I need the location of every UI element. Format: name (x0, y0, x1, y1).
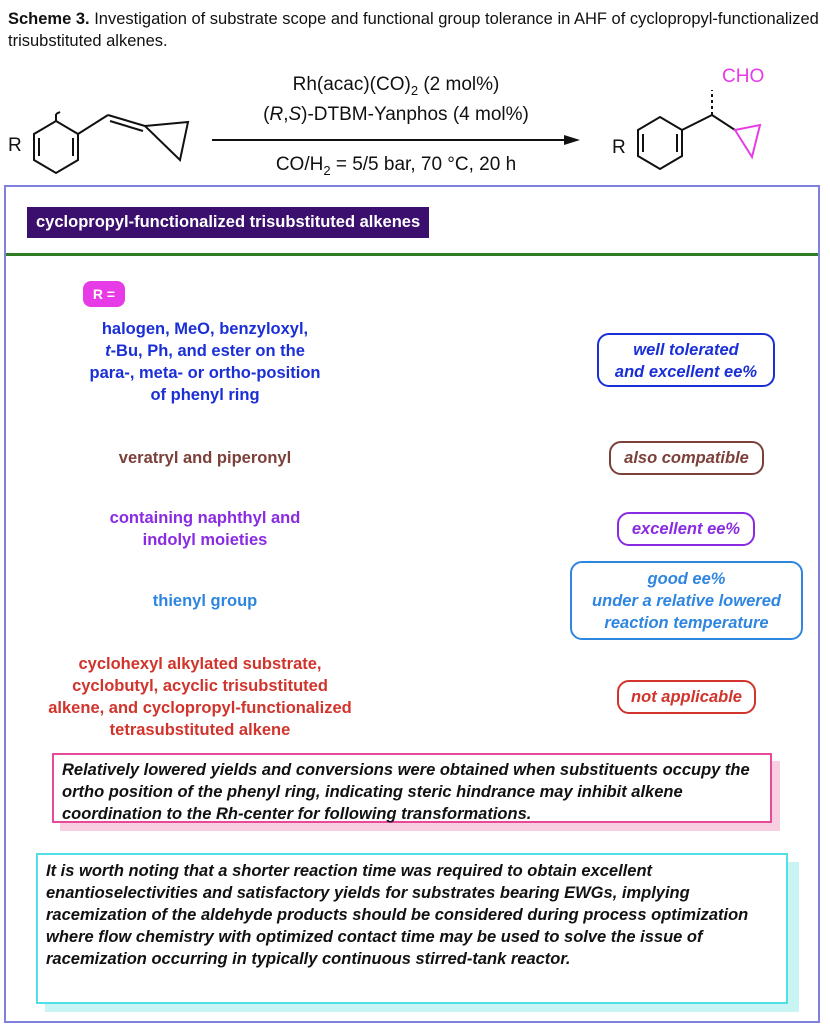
scope-line: para-, meta- or ortho-position (89, 364, 321, 382)
outcome-row-1 (597, 333, 775, 387)
reactant-double-bond (108, 115, 145, 126)
reactant-cyclopropane (145, 122, 188, 160)
outcome-row-2 (609, 441, 764, 475)
reaction-scheme (0, 60, 830, 185)
product-benzyl-bond (682, 115, 712, 130)
scope-line: of phenyl ring (150, 386, 260, 404)
ligand-label: (R,S)-DTBM-Yanphos (4 mol%) (263, 104, 529, 125)
scope-line: thienyl group (152, 592, 258, 610)
outcome-line: under a relative lowered (592, 592, 781, 610)
reaction-arrow (212, 135, 580, 145)
scope-line: halogen, MeO, benzyloxyl, (101, 320, 309, 338)
product-cyclopropane (735, 125, 760, 157)
reactant-r-label: R (8, 135, 22, 156)
scope-line: containing naphthyl and (109, 509, 301, 527)
outcome-line: reaction temperature (604, 614, 769, 632)
section-divider (6, 253, 818, 256)
scope-line-rest: -Bu, Ph, and ester on the (110, 342, 305, 360)
caption-label: Scheme 3. (8, 10, 90, 28)
outcome-line: and excellent ee% (614, 363, 758, 381)
r-badge: R = (83, 281, 125, 307)
section-title: cyclopropyl-functionalized trisubstituted alkenes (27, 207, 429, 238)
catalyst-label: $Rh(acac)(CO)_2$ (2 mol%) (292, 74, 500, 98)
scope-row-2 (20, 447, 390, 469)
product-r-label: R (612, 137, 626, 158)
scope-row-3 (20, 507, 390, 551)
scheme-caption (8, 8, 823, 52)
scope-row-5 (0, 653, 400, 741)
note-1: Relatively lowered yields and conversions were obtained when substituents occupy the ortho position of the phenyl ring, indicating steric hindrance may inhibit alkene coordination to the Rh-center for following transformations. (52, 753, 772, 823)
reactant-vinyl-bond (78, 115, 108, 134)
product-cho-label: CHO (722, 66, 765, 87)
outcome-row-5 (617, 680, 756, 714)
product-structure (638, 90, 735, 169)
scope-line: cyclobutyl, acyclic trisubstituted (72, 677, 328, 695)
scope-line: alkene, and cyclopropyl-functionalized (48, 699, 352, 717)
caption-text: Investigation of substrate scope and functional group tolerance in AHF of cyclopropyl-functionalized trisubstituted alkenes. (8, 10, 819, 50)
scope-row-4 (20, 590, 390, 612)
outcome-row-4 (570, 561, 803, 640)
scope-line: cyclohexyl alkylated substrate, (78, 655, 322, 673)
product-benzene-ring (638, 117, 682, 169)
reactant-benzene-ring (34, 121, 78, 173)
outcome-line: well tolerated (633, 341, 739, 359)
scope-line: t-Bu, Ph, and ester on the (105, 342, 305, 360)
note-2: It is worth noting that a shorter reaction time was required to obtain excellent enantioselectivities and satisfactory yields for substrates bearing EWGs, implying racemization of the aldehyde products should be considered during process optimization where flow chemistry with optimized contact time may be used to solve the issue of racemization occurring in typically continuous stirred-tank reactor. (36, 853, 788, 1004)
conditions-label: $CO/H_2 = 5/5$ bar, 70 °C, 20 h (275, 154, 517, 178)
outcome-line: excellent ee% (631, 520, 741, 538)
product-cyclopropyl-bond (712, 115, 735, 130)
outcome-line: also compatible (624, 449, 749, 467)
outcome-row-3 (617, 512, 755, 546)
scope-row-1 (20, 318, 390, 406)
scope-line: indolyl moieties (142, 531, 268, 549)
reactant-structure (34, 112, 188, 173)
outcome-line: good ee% (647, 570, 726, 588)
outcome-line: not applicable (631, 688, 742, 706)
scope-line: veratryl and piperonyl (118, 449, 292, 467)
scope-line: tetrasubstituted alkene (109, 721, 291, 739)
